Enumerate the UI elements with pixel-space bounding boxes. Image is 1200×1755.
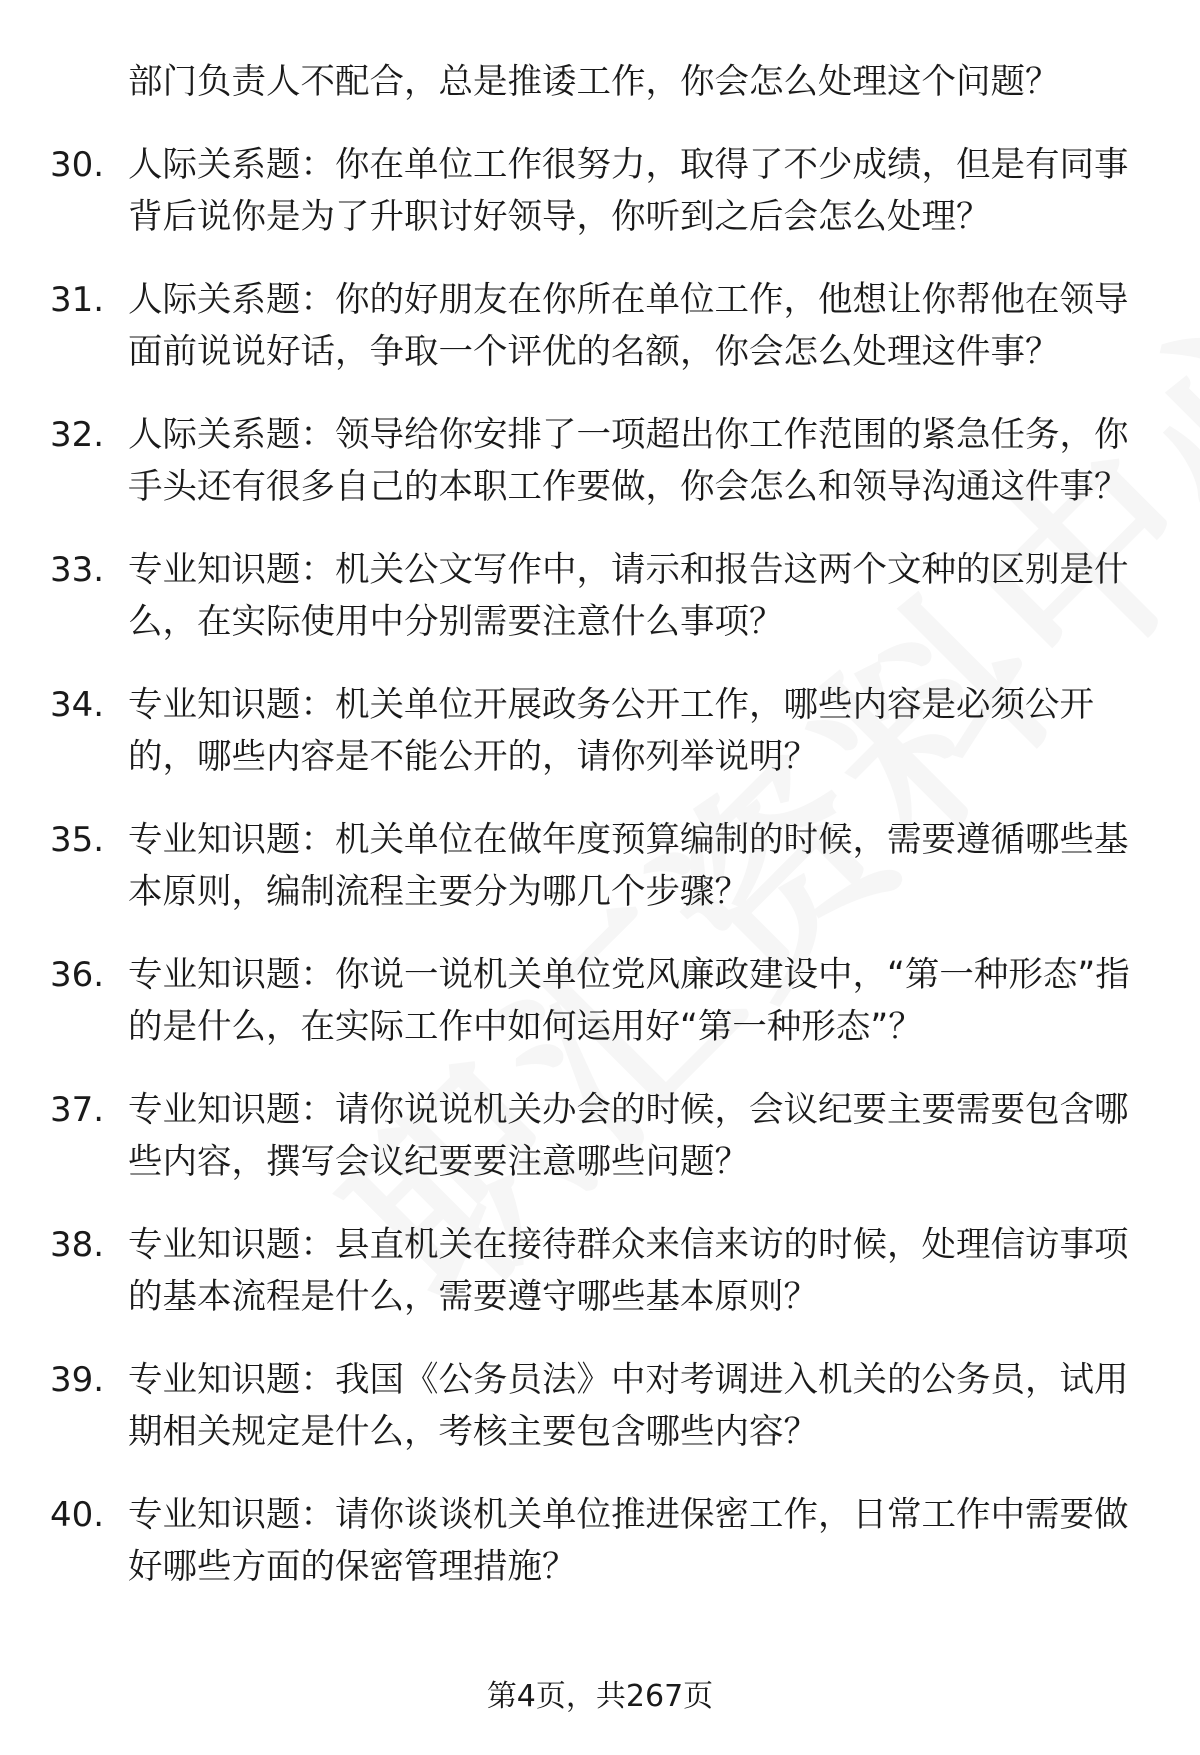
list-item-continuation [0,56,1200,108]
list-item [0,949,1200,1053]
question-text: 专业知识题：机关单位开展政务公开工作，哪些内容是必须公开的，哪些内容是不能公开的，请你列举说明？ [128,685,1094,777]
question-number: 33. [50,550,105,590]
question-text: 专业知识题：机关公文写作中，请示和报告这两个文种的区别是什么，在实际使用中分别需要注意什么事项？ [128,550,1129,642]
list-item [0,679,1200,783]
question-list [0,56,1200,1624]
question-number: 35. [50,820,105,860]
question-number: 38. [50,1225,105,1265]
list-item [0,544,1200,648]
question-number: 37. [50,1090,105,1130]
list-item [0,409,1200,513]
question-number: 39. [50,1360,105,1400]
question-text: 专业知识题：请你谈谈机关单位推进保密工作，日常工作中需要做好哪些方面的保密管理措施？ [128,1495,1129,1587]
question-text: 专业知识题：县直机关在接待群众来信来访的时候，处理信访事项的基本流程是什么，需要遵守哪些基本原则？ [128,1225,1129,1317]
list-item [0,814,1200,918]
question-text: 专业知识题：机关单位在做年度预算编制的时候，需要遵循哪些基本原则，编制流程主要分为哪几个步骤？ [128,820,1129,912]
list-item [0,274,1200,378]
question-number: 36. [50,955,105,995]
list-item [0,1084,1200,1188]
question-text: 人际关系题：你在单位工作很努力，取得了不少成绩，但是有同事背后说你是为了升职讨好领导，你听到之后会怎么处理？ [128,145,1129,237]
page-footer: 第4页，共267页 [486,1679,714,1714]
question-text: 部门负责人不配合，总是推诿工作，你会怎么处理这个问题？ [128,62,1060,102]
question-number: 34. [50,685,105,725]
question-number: 32. [50,415,105,455]
question-text: 专业知识题：你说一说机关单位党风廉政建设中，“第一种形态”指的是什么，在实际工作中如何运用好“第一种形态”？ [128,955,1130,1047]
list-item [0,139,1200,243]
question-text: 专业知识题：我国《公务员法》中对考调进入机关的公务员，试用期相关规定是什么，考核主要包含哪些内容？ [128,1360,1129,1452]
question-number: 30. [50,145,105,185]
question-text: 人际关系题：你的好朋友在你所在单位工作，他想让你帮他在领导面前说说好话，争取一个评优的名额，你会怎么处理这件事？ [128,280,1129,372]
list-item [0,1219,1200,1323]
question-number: 40. [50,1495,105,1535]
question-text: 人际关系题：领导给你安排了一项超出你工作范围的紧急任务，你手头还有很多自己的本职工作要做，你会怎么和领导沟通这件事？ [128,415,1129,507]
question-number: 31. [50,280,105,320]
list-item [0,1354,1200,1458]
question-text: 专业知识题：请你说说机关办会的时候，会议纪要主要需要包含哪些内容，撰写会议纪要要注意哪些问题？ [128,1090,1129,1182]
list-item [0,1489,1200,1593]
